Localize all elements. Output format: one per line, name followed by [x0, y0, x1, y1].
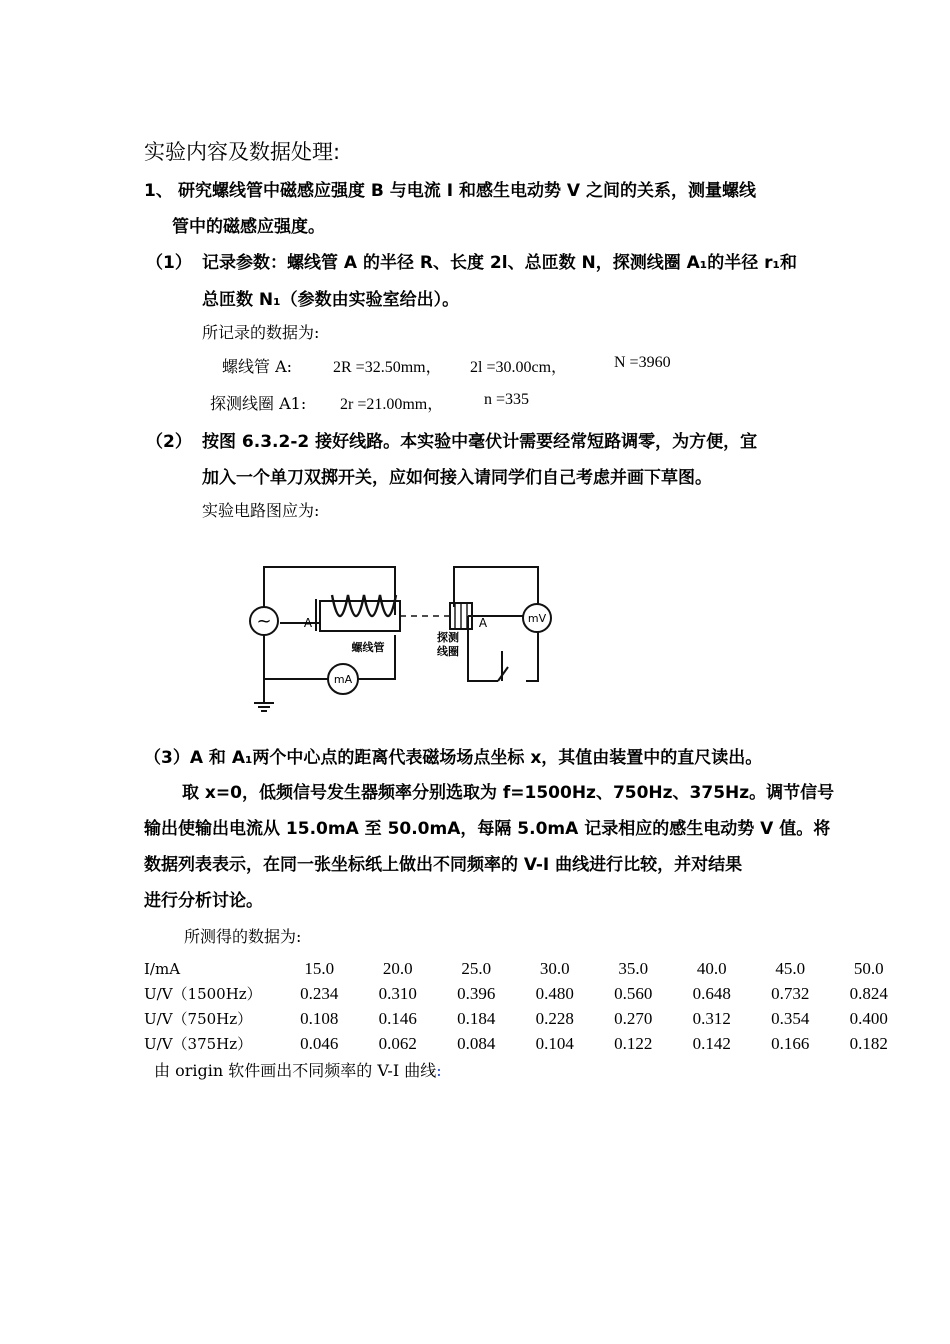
coil-text-1: 探测 — [437, 631, 459, 644]
footer-note — [154, 1058, 442, 1081]
solenoid-2R: 2R =32.50mm， — [333, 359, 442, 376]
wire-right-top — [454, 567, 538, 607]
step1-number: （1） — [146, 253, 192, 273]
table-cell: 0.732 — [771, 983, 810, 1003]
step1-line1: 记录参数：螺线管 A 的半径 R、长度 2l、总匝数 N，探测线圈 A₁的半径 r₁和 — [202, 253, 797, 273]
label-A: A — [303, 616, 313, 630]
table-cell: 0.480 — [535, 983, 574, 1003]
solenoid-N: N =3960 — [614, 354, 671, 371]
table-cell: 0.648 — [692, 983, 731, 1003]
table-cell: 0.084 — [457, 1033, 496, 1053]
ammeter-label: mA — [333, 673, 353, 686]
item1-line2: 管中的磁感应强度。 — [172, 217, 325, 237]
table-cell: 40.0 — [696, 958, 727, 978]
circuit-diagram — [240, 555, 560, 715]
coil-label: 探测线圈 A1: — [210, 394, 307, 413]
table-cell: 0.228 — [535, 1008, 574, 1028]
table-row — [144, 981, 908, 1006]
table-cell: 0.062 — [378, 1033, 417, 1053]
table-cell: 45.0 — [775, 958, 806, 978]
table-cell: 0.166 — [771, 1033, 810, 1053]
table-cell: 0.270 — [614, 1008, 653, 1028]
recorded-label: 所记录的数据为: — [202, 323, 320, 342]
probe-coil-turns — [455, 603, 467, 629]
table-cell: 0.400 — [849, 1008, 888, 1028]
table-cell: 0.122 — [614, 1033, 653, 1053]
table-cell: 0.312 — [692, 1008, 731, 1028]
table-row-label: U/V（750Hz） — [144, 1010, 253, 1028]
table-row — [144, 1031, 908, 1056]
table-cell: 30.0 — [539, 958, 570, 978]
solenoid-coils — [332, 595, 396, 616]
coil-text-2: 线圈 — [437, 645, 459, 658]
table-row-label: U/V（375Hz） — [144, 1035, 253, 1053]
step3-line5: 进行分析讨论。 — [144, 891, 263, 911]
table-cell: 0.824 — [849, 983, 888, 1003]
table-cell: 0.354 — [771, 1008, 810, 1028]
wire-right-down — [526, 631, 538, 681]
data-table — [144, 956, 908, 1056]
step3-line1: （3）A 和 A₁两个中心点的距离代表磁场场点坐标 x，其值由装置中的直尺读出。 — [144, 748, 763, 768]
step2-line1: 按图 6.3.2-2 接好线路。本实验中毫伏计需要经常短路调零，为方便，宜 — [202, 432, 758, 452]
footer-text: 由 origin 软件画出不同频率的 V-I 曲线 — [154, 1061, 437, 1080]
step2-number: （2） — [146, 432, 192, 452]
table-cell: 0.046 — [300, 1033, 339, 1053]
measured-label: 所测得的数据为: — [184, 927, 302, 946]
coil-2r: 2r =21.00mm， — [340, 396, 444, 413]
table-cell: 25.0 — [461, 958, 492, 978]
wire-left-top — [264, 567, 395, 615]
solenoid-text: 螺线管 — [351, 641, 385, 654]
coil-n: n =335 — [484, 391, 530, 408]
table-row-label: U/V（1500Hz） — [144, 985, 262, 1003]
table-cell: 50.0 — [853, 958, 884, 978]
step1-line2: 总匝数 N₁（参数由实验室给出）。 — [202, 290, 460, 310]
table-cell: 0.142 — [692, 1033, 731, 1053]
source-symbol: ~ — [256, 611, 272, 632]
step3-line4: 数据列表表示，在同一张坐标纸上做出不同频率的 V-I 曲线进行比较，并对结果 — [144, 855, 743, 875]
table-row — [144, 956, 908, 981]
table-cell: 0.560 — [614, 983, 653, 1003]
item1-number: 1、 — [144, 181, 173, 201]
footer-colon: : — [436, 1061, 442, 1080]
ground-symbol — [254, 695, 274, 711]
table-cell: 0.184 — [457, 1008, 496, 1028]
solenoid-label: 螺线管 A: — [222, 357, 293, 376]
step3-line2: 取 x=0，低频信号发生器频率分别选取为 f=1500Hz、750Hz、375Hz。调节信号 — [182, 783, 835, 803]
item1-line1: 研究螺线管中磁感应强度 B 与电流 I 和感生电动势 V 之间的关系，测量螺线 — [178, 181, 756, 201]
table-cell: 0.310 — [378, 983, 417, 1003]
voltmeter-label: mV — [527, 612, 547, 625]
table-cell: 0.396 — [457, 983, 496, 1003]
solenoid-2l: 2l =30.00cm， — [470, 359, 568, 376]
circuit-label: 实验电路图应为: — [202, 501, 320, 520]
page-title: 实验内容及数据处理: — [144, 140, 341, 164]
table-cell: 0.234 — [300, 983, 339, 1003]
table-cell: 0.104 — [535, 1033, 574, 1053]
table-cell: 0.182 — [849, 1033, 888, 1053]
table-cell: 35.0 — [618, 958, 649, 978]
table-cell: 0.108 — [300, 1008, 339, 1028]
step3-line3: 输出使输出电流从 15.0mA 至 50.0mA，每隔 5.0mA 记录相应的感生电动势 V 值。将 — [144, 819, 831, 839]
table-cell: 0.146 — [378, 1008, 417, 1028]
label-A1: A — [478, 616, 488, 630]
table-row-label: I/mA — [144, 959, 181, 978]
table-row — [144, 1006, 908, 1031]
step2-line2: 加入一个单刀双掷开关，应如何接入请同学们自己考虑并画下草图。 — [202, 468, 712, 488]
table-cell: 15.0 — [304, 958, 335, 978]
table-cell: 20.0 — [382, 958, 413, 978]
